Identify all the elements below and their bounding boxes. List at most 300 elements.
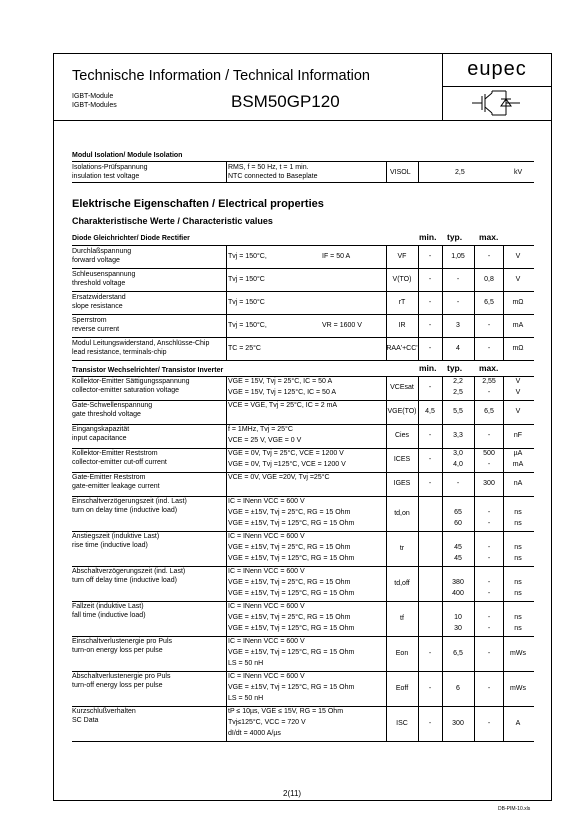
vline: [503, 531, 504, 566]
param-name-de: Kurzschlußverhalten: [72, 708, 136, 715]
rule: [72, 531, 534, 532]
typ-value: 4: [456, 345, 460, 352]
vline: [474, 291, 475, 314]
col-typ-header: typ.: [447, 232, 463, 242]
unit: V: [515, 276, 521, 283]
typ-value: 3,0: [453, 450, 463, 457]
vline: [418, 400, 419, 424]
rule: [72, 741, 534, 742]
unit: µA: [513, 450, 523, 457]
param-name-en: reverse current: [72, 326, 120, 333]
vline: [442, 424, 443, 448]
max-value: -: [487, 520, 491, 527]
symbol: ICES: [393, 456, 411, 463]
max-value: -: [487, 253, 491, 260]
vline: [226, 636, 227, 671]
symbol: VGE(TO): [387, 408, 417, 415]
symbol: ISC: [396, 719, 408, 727]
min-value: -: [428, 322, 432, 329]
unit: ns: [514, 590, 522, 597]
vline: [442, 268, 443, 291]
vline: [226, 496, 227, 531]
vline: [503, 268, 504, 291]
test-condition: VGE = 15V, Tvj = 125°C, IC = 50 A: [228, 389, 337, 396]
vline: [442, 706, 443, 741]
param-name-en: collector-emitter saturation voltage: [72, 387, 179, 394]
vline: [418, 448, 419, 472]
rule: [72, 472, 534, 473]
unit: mWs: [510, 684, 526, 692]
header-divider: [53, 120, 552, 121]
vline: [418, 531, 419, 566]
vline: [418, 601, 419, 636]
symbol: IR: [398, 322, 406, 329]
rule: [72, 400, 534, 401]
typ-value: 45: [454, 544, 462, 551]
vline: [418, 636, 419, 671]
param-name-en: rise time (inductive load): [72, 542, 148, 549]
rule: [72, 566, 534, 567]
unit: ns: [514, 579, 522, 586]
vline: [442, 245, 443, 268]
vline: [442, 601, 443, 636]
vline: [386, 245, 387, 268]
vline: [474, 245, 475, 268]
max-value: 2,55: [482, 378, 496, 385]
param-name-de: Durchlaßspannung: [72, 248, 132, 255]
test-condition: VCE = 25 V, VGE = 0 V: [228, 437, 302, 444]
vline: [474, 472, 475, 496]
rule: [72, 601, 534, 602]
vline: [503, 566, 504, 601]
unit: ns: [514, 625, 522, 632]
vline: [474, 448, 475, 472]
vline: [386, 268, 387, 291]
test-condition: TC = 25°C: [228, 345, 261, 352]
param-name-en: forward voltage: [72, 257, 120, 264]
isolation-param-en: insulation test voltage: [72, 173, 140, 180]
isolation-symbol: VISOL: [390, 169, 411, 176]
vline: [503, 706, 504, 741]
symbol: tf: [400, 614, 404, 622]
unit: V: [515, 253, 521, 260]
vline: [474, 531, 475, 566]
vline: [474, 636, 475, 671]
vline: [474, 268, 475, 291]
vline: [503, 337, 504, 360]
logo-divider: [442, 86, 552, 87]
max-value: -: [487, 345, 491, 352]
param-name-en: gate threshold voltage: [72, 411, 141, 418]
vline: [418, 161, 419, 182]
test-condition: VGE = ±15V, Tvj = 125°C, RG = 15 Ohm: [228, 649, 355, 656]
max-value: -: [487, 649, 491, 657]
vline: [503, 400, 504, 424]
test-condition: IF = 50 A: [322, 253, 351, 260]
vline: [418, 424, 419, 448]
param-name-de: Kollektor-Emitter Sättigungsspannung: [72, 378, 190, 385]
test-condition: VGE = ±15V, Tvj = 125°C, RG = 15 Ohm: [228, 520, 355, 527]
vline: [474, 671, 475, 706]
test-condition: f = 1MHz, Tvj = 25°C: [228, 426, 293, 433]
rule: [72, 161, 534, 162]
test-condition: IC = INenn VCC = 600 V: [228, 673, 305, 680]
vline: [226, 671, 227, 706]
typ-value: 300: [452, 719, 464, 727]
transistor-heading: Transistor Wechselrichter/ Transistor Inverter: [72, 367, 224, 374]
vline: [442, 671, 443, 706]
test-condition: VGE = ±15V, Tvj = 125°C, RG = 15 Ohm: [228, 625, 355, 632]
unit: ns: [514, 614, 522, 621]
param-name-de: Kollektor-Emitter Reststrom: [72, 450, 158, 457]
test-condition: VGE = 15V, Tvj = 25°C, IC = 50 A: [228, 378, 333, 385]
symbol: td,on: [394, 509, 410, 517]
min-value: -: [428, 684, 432, 692]
module-type-de: IGBT-Module: [72, 93, 114, 100]
symbol: V(TO): [392, 276, 412, 283]
test-condition: LS = 50 nH: [228, 660, 264, 667]
vline: [418, 706, 419, 741]
vline: [418, 376, 419, 400]
electrical-title: Elektrische Eigenschaften / Electrical properties: [72, 198, 324, 210]
typ-value: 2,5: [453, 389, 463, 396]
rule: [72, 314, 534, 315]
rule: [72, 636, 534, 637]
symbol: VF: [397, 253, 407, 260]
vline: [226, 472, 227, 496]
vline: [442, 337, 443, 360]
vline: [474, 566, 475, 601]
param-name-en: collector-emitter cut-off current: [72, 459, 167, 466]
min-value: -: [428, 299, 432, 306]
test-condition: IC = INenn VCC = 600 V: [228, 638, 305, 645]
typ-value: 60: [454, 520, 462, 527]
electrical-subtitle: Charakteristische Werte / Characteristic values: [72, 216, 273, 226]
rule: [72, 291, 534, 292]
vline: [226, 245, 227, 268]
vline: [418, 472, 419, 496]
param-name-de: Sperrstrom: [72, 317, 107, 324]
unit: ns: [514, 509, 522, 516]
vline: [226, 268, 227, 291]
diode-heading: Diode Gleichrichter/ Diode Rectifier: [72, 235, 190, 242]
vline: [386, 424, 387, 448]
igbt-symbol-icon: [470, 90, 525, 116]
test-condition: VGE = 0V, Tvj = 25°C, VCE = 1200 V: [228, 450, 344, 457]
test-condition: VGE = ±15V, Tvj = 125°C, RG = 15 Ohm: [228, 590, 355, 597]
min-value: 4,5: [425, 408, 435, 415]
test-condition: VGE = ±15V, Tvj = 125°C, RG = 15 Ohm: [228, 555, 355, 562]
vline: [226, 706, 227, 741]
test-condition: Tvj = 150°C: [228, 276, 265, 283]
max-value: -: [487, 719, 491, 727]
vline: [418, 314, 419, 337]
vline: [474, 376, 475, 400]
vline: [474, 706, 475, 741]
param-name-en: slope resistance: [72, 303, 123, 310]
param-name-en: fall time (inductive load): [72, 612, 146, 619]
vline: [386, 314, 387, 337]
unit: nF: [513, 432, 523, 439]
symbol: RAA'+CC': [386, 345, 418, 352]
unit: ns: [514, 555, 522, 562]
test-condition: Tvj = 150°C,: [228, 322, 267, 329]
col-min-header: min.: [419, 232, 437, 242]
vline: [503, 314, 504, 337]
max-value: -: [487, 555, 491, 562]
test-condition: VGE = 0V, Tvj =125°C, VCE = 1200 V: [228, 461, 346, 468]
vline: [503, 245, 504, 268]
unit: V: [515, 378, 521, 385]
min-value: -: [428, 253, 432, 260]
param-name-en: turn-off energy loss per pulse: [72, 682, 163, 689]
vline: [226, 314, 227, 337]
param-name-en: lead resistance, terminals-chip: [72, 349, 167, 356]
col-min-header: min.: [419, 363, 437, 373]
max-value: -: [487, 579, 491, 586]
param-name-en: threshold voltage: [72, 280, 126, 287]
max-value: -: [487, 432, 491, 439]
test-condition: VR = 1600 V: [322, 322, 362, 329]
param-name-en: gate-emitter leakage current: [72, 483, 160, 490]
vline: [442, 400, 443, 424]
vline: [442, 314, 443, 337]
param-name-en: turn off delay time (inductive load): [72, 577, 177, 584]
test-condition: IC = INenn VCC = 600 V: [228, 533, 305, 540]
document-id: DB-PIM-10.xls: [498, 806, 531, 812]
max-value: -: [487, 509, 491, 516]
max-value: 500: [483, 450, 495, 457]
typ-value: 6,5: [453, 649, 463, 657]
vline: [226, 601, 227, 636]
param-name-de: Modul Leitungswiderstand, Anschlüsse-Chip: [72, 340, 210, 347]
typ-value: 4,0: [453, 461, 463, 468]
rule: [72, 424, 534, 425]
param-name-de: Abschaltverzögerungszeit (ind. Last): [72, 568, 186, 575]
rule: [72, 671, 534, 672]
vline: [386, 400, 387, 424]
max-value: -: [487, 322, 491, 329]
param-name-de: Gate-Schwellenspannung: [72, 402, 153, 409]
typ-value: 400: [452, 590, 464, 597]
max-value: -: [487, 590, 491, 597]
vline: [386, 448, 387, 472]
rule: [72, 496, 534, 497]
typ-value: 45: [454, 555, 462, 562]
vline: [226, 566, 227, 601]
vline: [226, 531, 227, 566]
vline: [442, 376, 443, 400]
vline: [442, 566, 443, 601]
param-name-de: Gate-Emitter Reststrom: [72, 474, 146, 481]
vline: [418, 671, 419, 706]
min-value: -: [428, 649, 432, 657]
col-typ-header: typ.: [447, 363, 463, 373]
symbol: IGES: [393, 480, 411, 487]
typ-value: 2,2: [453, 378, 463, 385]
typ-value: 380: [452, 579, 464, 586]
isolation-value: 2,5: [455, 169, 465, 176]
vline: [386, 531, 387, 566]
vline: [474, 400, 475, 424]
rule: [72, 245, 534, 246]
isolation-heading: Modul Isolation/ Module Isolation: [72, 152, 183, 159]
test-condition: Tvj≤125°C, VCC = 720 V: [228, 719, 306, 726]
typ-value: 65: [454, 509, 462, 516]
test-condition: Tvj = 150°C,: [228, 253, 267, 260]
unit: ns: [514, 520, 522, 527]
max-value: 0,8: [484, 276, 494, 283]
param-name-de: Fallzeit (induktive Last): [72, 603, 144, 610]
typ-value: -: [456, 480, 460, 487]
test-condition: VGE = ±15V, Tvj = 25°C, RG = 15 Ohm: [228, 544, 351, 551]
min-value: -: [428, 432, 432, 439]
symbol: VCEsat: [390, 384, 414, 391]
rule: [72, 448, 534, 449]
min-value: -: [428, 480, 432, 487]
param-name-en: turn-on energy loss per pulse: [72, 647, 163, 654]
vline: [503, 472, 504, 496]
vline: [386, 496, 387, 531]
col-max-header: max.: [479, 232, 499, 242]
rule: [72, 360, 534, 361]
vline: [386, 671, 387, 706]
test-condition: VGE = ±15V, Tvj = 125°C, RG = 15 Ohm: [228, 684, 355, 691]
vline: [226, 400, 227, 424]
unit: mA: [512, 461, 524, 468]
typ-value: 6: [456, 684, 460, 692]
param-name-de: Abschaltverlustenergie pro Puls: [72, 673, 171, 680]
typ-value: 30: [454, 625, 462, 632]
min-value: -: [428, 719, 432, 727]
vline: [386, 376, 387, 400]
param-name-de: Einschaltverzögerungszeit (ind. Last): [72, 498, 187, 505]
param-name-en: input capacitance: [72, 435, 127, 442]
unit: A: [515, 719, 521, 727]
vline: [418, 337, 419, 360]
symbol: Eoff: [395, 684, 409, 692]
vline: [474, 337, 475, 360]
unit: mΩ: [512, 345, 524, 352]
unit: nA: [513, 480, 523, 487]
vline: [226, 291, 227, 314]
vline: [474, 496, 475, 531]
eupec-logo: eupec: [467, 58, 527, 80]
isolation-cond-1: RMS, f = 50 Hz, t = 1 min.: [228, 164, 309, 171]
vline: [418, 245, 419, 268]
typ-value: -: [456, 276, 460, 283]
symbol: rT: [398, 299, 406, 306]
test-condition: VGE = ±15V, Tvj = 25°C, RG = 15 Ohm: [228, 509, 351, 516]
vline: [442, 448, 443, 472]
vline: [386, 161, 387, 182]
param-name-de: Einschaltverlustenergie pro Puls: [72, 638, 172, 645]
max-value: -: [487, 614, 491, 621]
vline: [386, 337, 387, 360]
symbol: Cies: [394, 432, 409, 439]
test-condition: VCE = 0V, VGE =20V, Tvj =25°C: [228, 474, 330, 481]
min-value: -: [428, 456, 432, 463]
rule: [72, 706, 534, 707]
vline: [418, 291, 419, 314]
vline: [386, 472, 387, 496]
vline: [226, 448, 227, 472]
typ-value: 1,05: [451, 253, 465, 260]
symbol: tr: [399, 544, 405, 552]
vline: [503, 424, 504, 448]
param-name-de: Schleusenspannung: [72, 271, 136, 278]
max-value: -: [487, 389, 491, 396]
test-condition: VGE = ±15V, Tvj = 25°C, RG = 15 Ohm: [228, 579, 351, 586]
max-value: -: [487, 461, 491, 468]
symbol: Eon: [395, 649, 409, 657]
max-value: -: [487, 544, 491, 551]
param-name-de: Eingangskapazität: [72, 426, 130, 433]
typ-value: -: [456, 299, 460, 306]
vline: [418, 496, 419, 531]
vline: [503, 671, 504, 706]
module-type-en: IGBT-Modules: [72, 102, 117, 109]
vline: [442, 291, 443, 314]
test-condition: IC = INenn VCC = 600 V: [228, 603, 305, 610]
max-value: 6,5: [484, 408, 494, 415]
param-name-en: turn on delay time (inductive load): [72, 507, 178, 514]
isolation-unit: kV: [514, 169, 523, 176]
unit: mA: [512, 322, 524, 329]
vline: [474, 601, 475, 636]
unit: ns: [514, 544, 522, 551]
page-number: 2(11): [283, 789, 302, 798]
vline: [226, 424, 227, 448]
typ-value: 3,3: [453, 432, 463, 439]
vline: [474, 424, 475, 448]
isolation-cond-2: NTC connected to Baseplate: [228, 173, 318, 180]
vline: [386, 636, 387, 671]
unit: V: [515, 389, 521, 396]
typ-value: 3: [456, 322, 460, 329]
vline: [386, 601, 387, 636]
unit: mWs: [510, 649, 526, 657]
vline: [386, 566, 387, 601]
typ-value: 10: [454, 614, 462, 621]
symbol: td,off: [394, 579, 410, 587]
isolation-param-de: Isolations-Prüfspannung: [72, 164, 148, 171]
min-value: -: [428, 345, 432, 352]
typ-value: 5,5: [453, 408, 463, 415]
vline: [418, 566, 419, 601]
vline: [418, 268, 419, 291]
unit: V: [515, 408, 521, 415]
vline: [226, 161, 227, 182]
vline: [226, 376, 227, 400]
vline: [442, 472, 443, 496]
min-value: -: [428, 276, 432, 283]
param-name-de: Ersatzwiderstand: [72, 294, 126, 301]
vline: [386, 291, 387, 314]
max-value: 6,5: [484, 299, 494, 306]
part-number: BSM50GP120: [231, 92, 340, 111]
test-condition: VGE = ±15V, Tvj = 25°C, RG = 15 Ohm: [228, 614, 351, 621]
vline: [503, 448, 504, 472]
param-name-de: Anstiegszeit (induktive Last): [72, 533, 160, 540]
document-title: Technische Information / Technical Information: [72, 68, 370, 84]
rule: [72, 376, 534, 377]
vline: [226, 337, 227, 360]
test-condition: dI/dt = 4000 A/µs: [228, 730, 281, 737]
min-value: -: [428, 384, 432, 391]
vline: [442, 496, 443, 531]
vline: [503, 291, 504, 314]
